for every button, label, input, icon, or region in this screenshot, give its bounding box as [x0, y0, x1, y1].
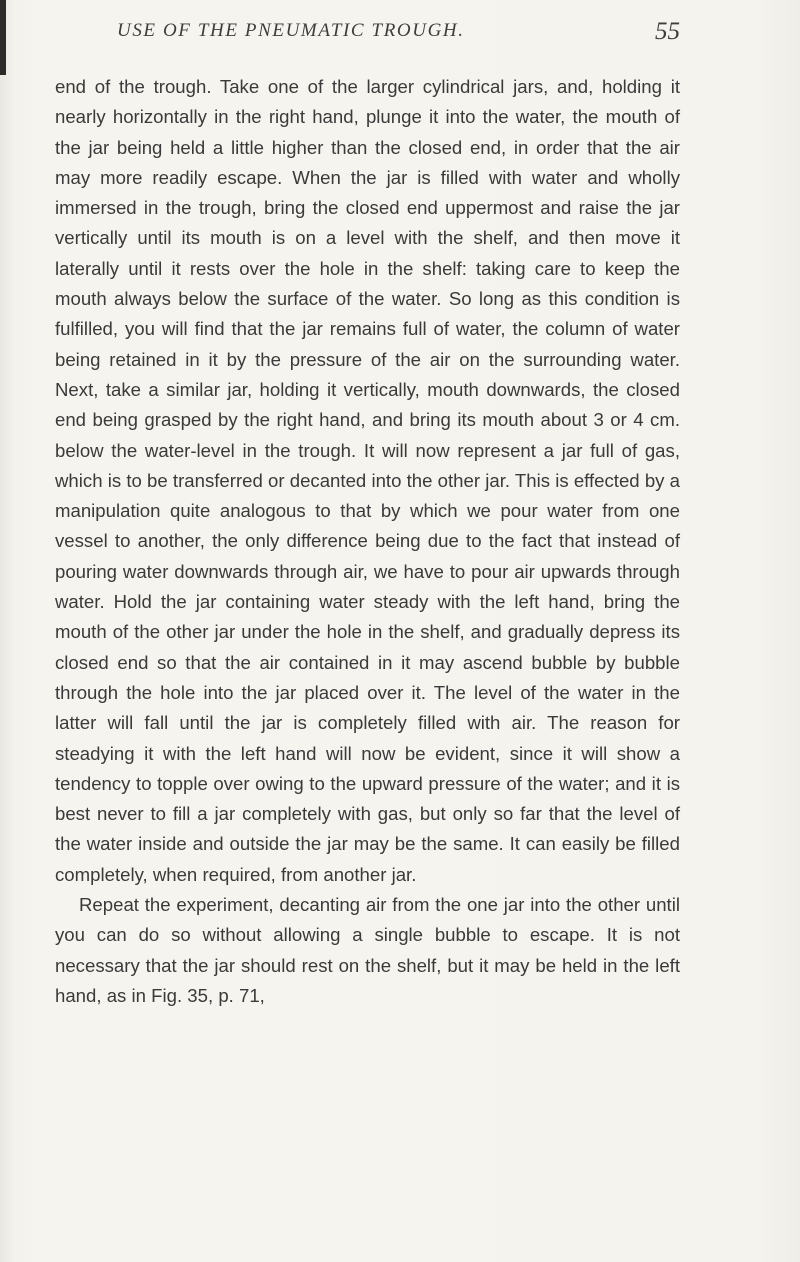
page-edge-mark — [0, 0, 6, 75]
body-text — [55, 72, 680, 1011]
running-head — [55, 18, 680, 54]
running-title: USE OF THE PNEUMATIC TROUGH. — [117, 20, 465, 41]
paragraph-2: Repeat the experiment, decanting air from the one jar into the other until you can do so without allowing a single bubble to escape. It is not necessary that the jar should rest on the shelf, but it may be held in the left hand, as in Fig. 35, p. 71, — [55, 894, 680, 1006]
paragraph-1: end of the trough. Take one of the larger cylindrical jars, and, holding it nearly horizontally in the right hand, plunge it into the water, the mouth of the jar being held a little higher than the closed end, in order that the air may more readily escape. When the jar is filled with water and wholly immersed in the trough, bring the closed end uppermost and raise the jar vertically until its mouth is on a level with the shelf, and then move it laterally until it rests over the hole in the shelf: taking care to keep the mouth always below the surface of the water. So long as this condition is fulfilled, you will find that the jar remains full of water, the column of water being retained in it by the pressure of the air on the surrounding water. Next, take a similar jar, holding it vertically, mouth downwards, the closed end being grasped by the right hand, and bring its mouth about 3 or 4 cm. below the water-level in the trough. It will now represent a jar full of gas, which is to be transferred or decanted into the other jar. This is effected by a manipulation quite analogous to that by which we pour water from one vessel to another, the only difference being due to the fact that instead of pouring water downwards through air, we have to pour air upwards through water. Hold the jar containing water steady with the left hand, bring the mouth of the other jar under the hole in the shelf, and gradually depress its closed end so that the air contained in it may ascend bubble by bubble through the hole into the jar placed over it. The level of the water in the latter will fall until the jar is completely filled with air. The reason for steadying it with the left hand will now be evident, since it will show a tendency to topple over owing to the upward pressure of the water; and it is best never to fill a jar completely with gas, but only so far that the level of the water inside and outside the jar may be the same. It can easily be filled completely, when required, from another jar. — [55, 76, 680, 885]
page-number: 55 — [655, 18, 680, 45]
